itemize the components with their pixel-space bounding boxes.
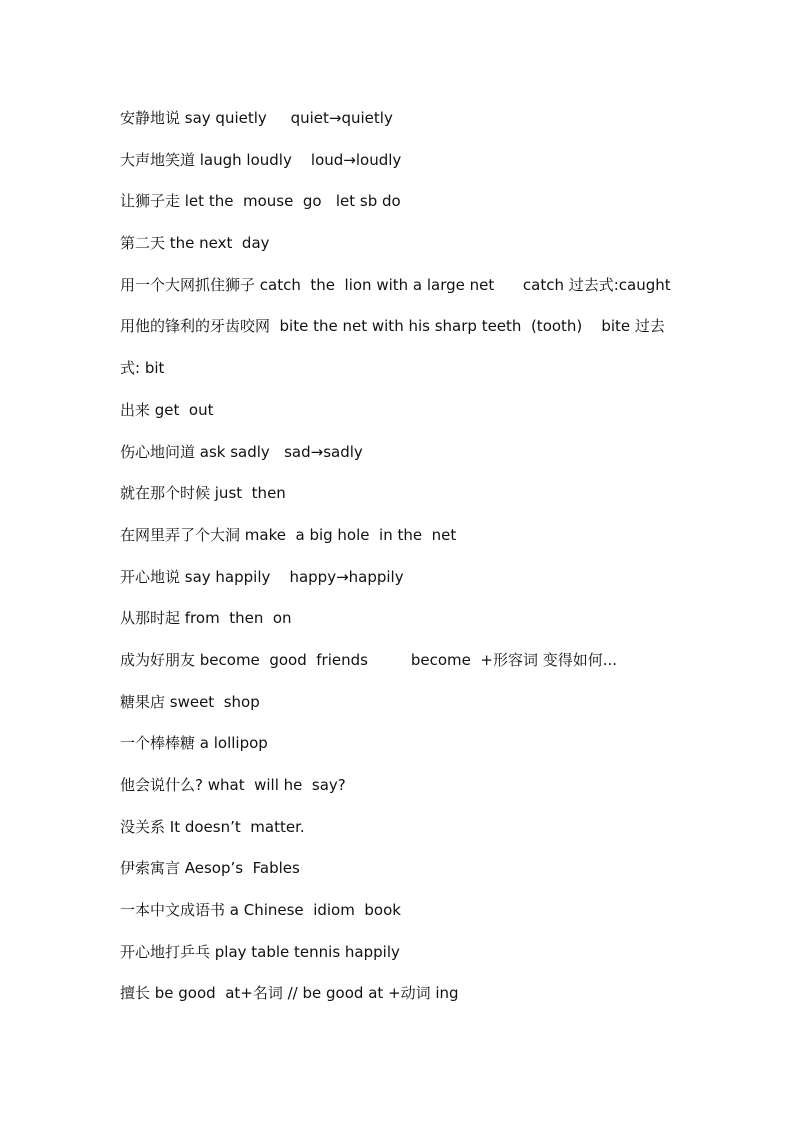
text-line: 大声地笑道 laugh loudly loud→loudly (120, 150, 402, 169)
text-line: 伤心地问道 ask sadly sad→sadly (120, 442, 363, 461)
text-line: 用一个大网抓住狮子 catch the lion with a large net catch 过去式:caught (120, 275, 671, 294)
text-line: 伊索寓言 Aesop’s Fables (120, 859, 300, 878)
text-line: 出来 get out (120, 400, 214, 419)
text-line: 从那时起 from then on (120, 609, 292, 628)
text-line: 他会说什么? what will he say? (120, 776, 346, 794)
text-line: 开心地说 say happily happy→happily (120, 567, 404, 586)
text-line: 安静地说 say quietly quiet→quietly (120, 109, 393, 127)
text-line: 第二天 the next day (120, 234, 270, 253)
text-line: 成为好朋友 become good friends become +形容词 变得如何... (120, 650, 618, 669)
text-line: 没关系 It doesn’t matter. (120, 817, 305, 836)
text-line: 擅长 be good at+名词 // be good at +动词 ing (120, 984, 459, 1003)
text-line: 式: bit (120, 359, 165, 378)
text-line: 一本中文成语书 a Chinese idiom book (120, 901, 401, 920)
text-line: 糖果店 sweet shop (120, 692, 260, 711)
text-line: 让狮子走 let the mouse go let sb do (120, 192, 401, 211)
text-line: 在网里弄了个大洞 make a big hole in the net (120, 525, 457, 544)
text-line: 一个棒棒糖 a lollipop (120, 734, 268, 753)
text-line: 用他的锋利的牙齿咬网 bite the net with his sharp teeth (tooth) bite 过去 (120, 317, 665, 336)
vocabulary-list (120, 103, 700, 1020)
text-line: 就在那个时候 just then (120, 484, 286, 503)
text-line: 开心地打乒乓 play table tennis happily (120, 942, 400, 961)
